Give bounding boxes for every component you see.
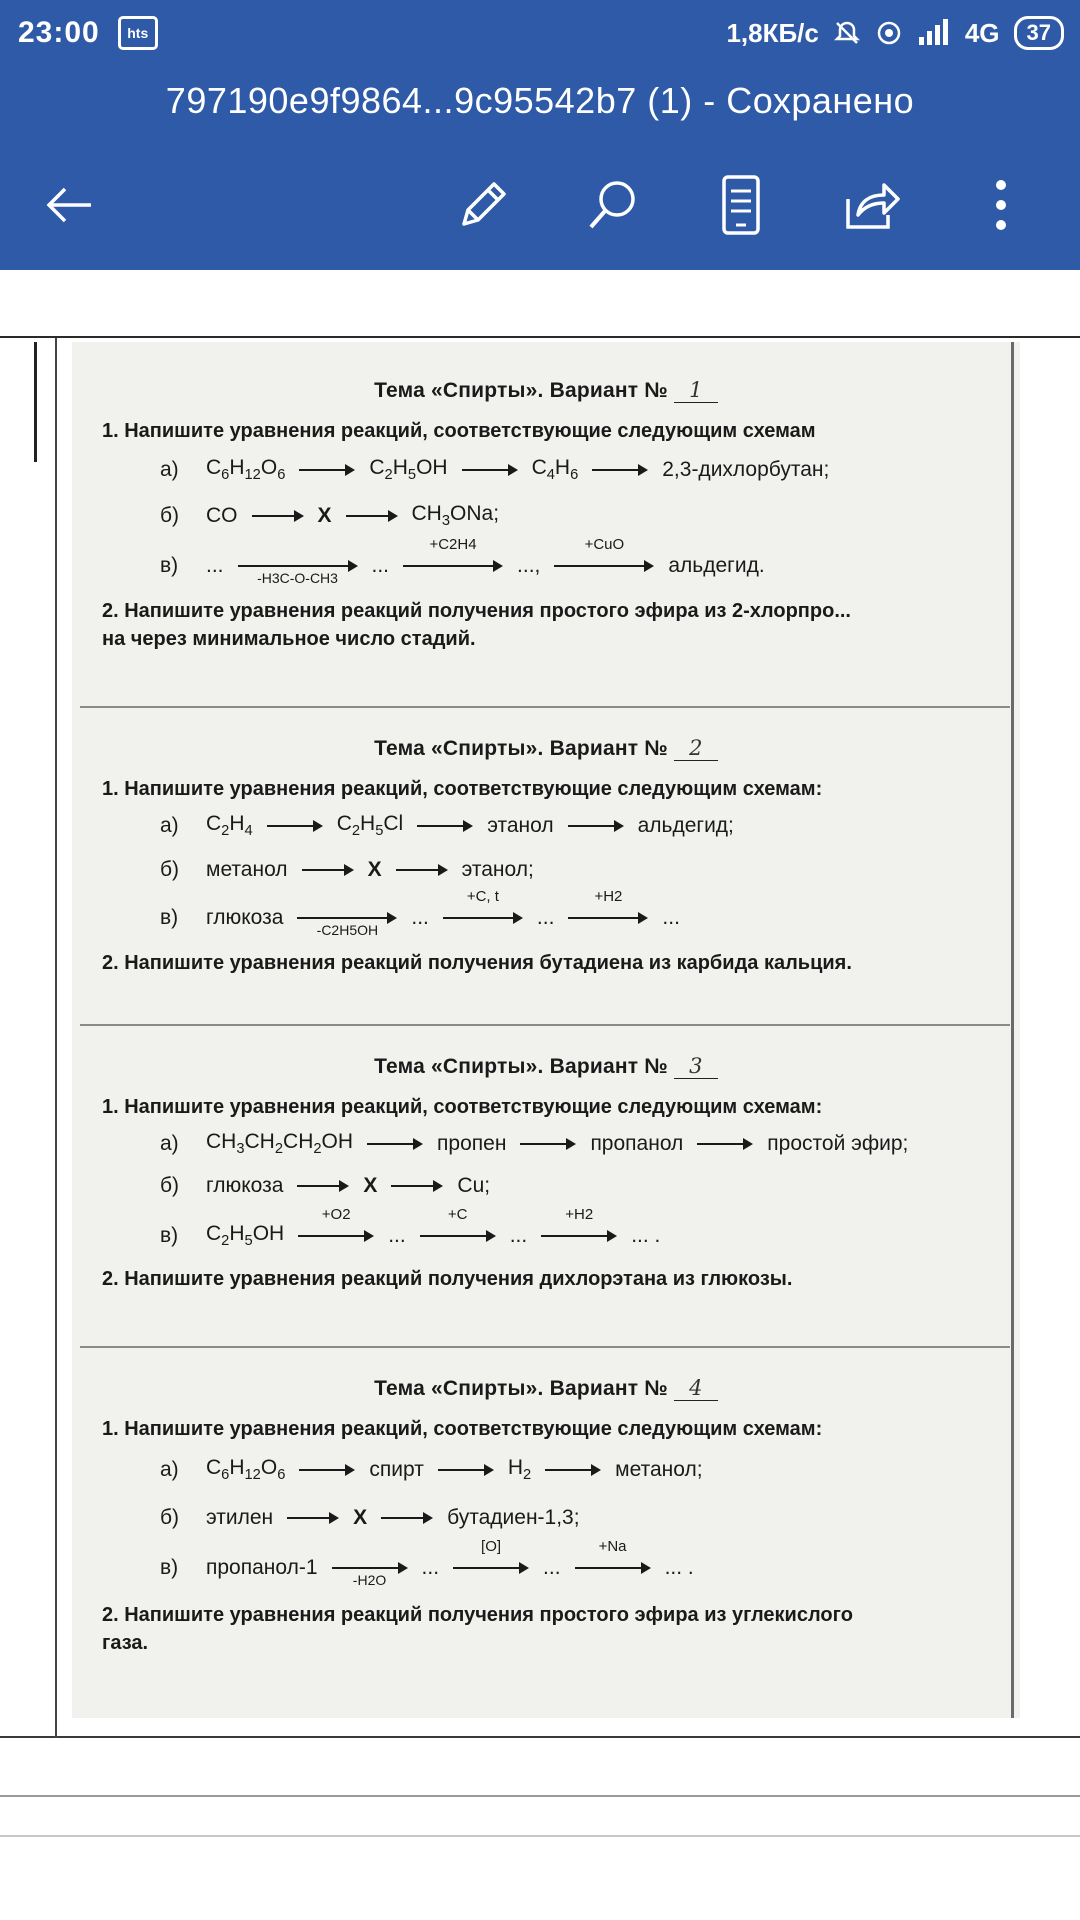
scheme-b: б) глюкоза X Cu; bbox=[160, 1174, 491, 1197]
variant-number: 1 bbox=[674, 378, 718, 403]
back-arrow-icon bbox=[41, 177, 97, 233]
variant-title: Тема «Спирты». Вариант № 1 bbox=[72, 378, 1020, 403]
task-2-cont: газа. bbox=[102, 1632, 149, 1654]
hotspot-icon bbox=[875, 19, 903, 47]
reaction-arrow bbox=[391, 1176, 443, 1196]
scheme-b: б) CO X $CH_3ONa$; bbox=[160, 502, 500, 530]
scheme-v: в) глюкоза -C2H5OH ... +C, t ... +H2 ... bbox=[160, 888, 680, 938]
scheme-v: в) ... -H3C-O-CH3 ... +C2H4 ..., +CuO альдегид. bbox=[160, 536, 765, 586]
status-time: 23:00 bbox=[18, 16, 100, 49]
reaction-arrow bbox=[287, 1508, 339, 1528]
reaction-arrow bbox=[346, 506, 398, 526]
search-button[interactable] bbox=[568, 160, 658, 250]
network-type: 4G bbox=[964, 17, 1000, 48]
variant-number: 4 bbox=[674, 1376, 718, 1401]
scheme-a: а) $C_6H_{12}O_6$ спирт $H_2$ метанол; bbox=[160, 1456, 703, 1484]
signal-icon bbox=[917, 19, 951, 47]
task-2: 2. Напишите уравнения реакций получения бутадиена из карбида кальция. bbox=[102, 952, 852, 974]
reaction-arrow bbox=[299, 1460, 355, 1480]
reaction-arrow: -H2O bbox=[332, 1558, 408, 1578]
reaction-arrow: [O] bbox=[453, 1558, 529, 1578]
reaction-arrow bbox=[299, 460, 355, 480]
reaction-arrow bbox=[520, 1134, 576, 1154]
reaction-arrow bbox=[592, 460, 648, 480]
share-button[interactable] bbox=[826, 160, 916, 250]
reaction-arrow bbox=[697, 1134, 753, 1154]
scheme-b: б) этилен X бутадиен-1,3; bbox=[160, 1506, 580, 1529]
network-speed: 1,8КБ/с bbox=[726, 17, 819, 48]
scheme-a: а) $C_2H_4$ $C_2H_5Cl$ этанол альдегид; bbox=[160, 812, 734, 840]
search-icon bbox=[583, 175, 643, 235]
notification-icon: hts bbox=[118, 16, 158, 50]
reaction-arrow bbox=[417, 816, 473, 836]
variant-title: Тема «Спирты». Вариант № 4 bbox=[72, 1376, 1020, 1401]
scanned-image bbox=[72, 342, 1020, 1718]
reaction-arrow: +H2 bbox=[541, 1226, 617, 1246]
share-icon bbox=[840, 175, 902, 235]
mute-icon bbox=[833, 19, 861, 47]
divider bbox=[80, 706, 1010, 708]
reaction-arrow: +H2 bbox=[568, 908, 648, 928]
reaction-arrow bbox=[545, 1460, 601, 1480]
divider bbox=[80, 1024, 1010, 1026]
reaction-arrow bbox=[267, 816, 323, 836]
task-1: 1. Напишите уравнения реакций, соответствующие следующим схемам bbox=[102, 420, 816, 442]
divider bbox=[80, 1346, 1010, 1348]
reaction-arrow: +C2H4 bbox=[403, 556, 503, 576]
reaction-arrow bbox=[297, 1176, 349, 1196]
scheme-v: в) пропанол-1 -H2O ... [O] ... +Na ... . bbox=[160, 1538, 694, 1588]
variant-number: 3 bbox=[674, 1054, 718, 1079]
page-edge bbox=[34, 342, 37, 462]
scheme-v: в) $C_2H_5OH$ +O2 ... +C ... +H2 ... . bbox=[160, 1205, 661, 1250]
reaction-arrow: +CuO bbox=[554, 556, 654, 576]
reaction-arrow bbox=[396, 860, 448, 880]
reaction-arrow: +C bbox=[420, 1226, 496, 1246]
page-separator bbox=[0, 1835, 1080, 1837]
reading-view-icon bbox=[716, 173, 766, 237]
task-1: 1. Напишите уравнения реакций, соответствующие следующим схемам: bbox=[102, 778, 823, 800]
document-page[interactable] bbox=[0, 338, 1080, 1738]
reaction-arrow bbox=[302, 860, 354, 880]
reaction-arrow: -C2H5OH bbox=[297, 908, 397, 928]
document-title: 797190e9f9864...9c95542b7 (1) - Сохранено bbox=[165, 80, 915, 121]
variant-title: Тема «Спирты». Вариант № 2 bbox=[72, 736, 1020, 761]
toolbar bbox=[0, 160, 1080, 250]
document-viewer[interactable] bbox=[0, 270, 1080, 1920]
task-2-cont: на через минимальное число стадий. bbox=[102, 628, 476, 650]
back-button[interactable] bbox=[24, 160, 114, 250]
reaction-arrow: +Na bbox=[575, 1558, 651, 1578]
task-1: 1. Напишите уравнения реакций, соответствующие следующим схемам: bbox=[102, 1418, 823, 1440]
task-2: 2. Напишите уравнения реакций получения простого эфира из углекислого bbox=[102, 1604, 853, 1626]
reaction-arrow bbox=[438, 1460, 494, 1480]
more-options-button[interactable] bbox=[956, 160, 1046, 250]
scheme-b: б) метанол X этанол; bbox=[160, 858, 534, 881]
scan-edge bbox=[1011, 342, 1014, 1718]
reaction-arrow: +C, t bbox=[443, 908, 523, 928]
reaction-arrow bbox=[568, 816, 624, 836]
page-bottom-border bbox=[0, 1795, 1080, 1797]
page-edge bbox=[55, 338, 57, 1738]
formula: $C_4H_6$ bbox=[531, 456, 579, 484]
reaction-arrow: -H3C-O-CH3 bbox=[238, 556, 358, 576]
scheme-a: а) $CH_3CH_2CH_2OH$ пропен пропанол простой эфир; bbox=[160, 1130, 909, 1158]
status-bar bbox=[0, 0, 1080, 78]
formula: $C_6H_{12}O_6$ bbox=[206, 456, 286, 484]
reaction-arrow bbox=[367, 1134, 423, 1154]
reaction-arrow bbox=[252, 506, 304, 526]
reaction-arrow bbox=[381, 1508, 433, 1528]
reaction-arrow: +O2 bbox=[298, 1226, 374, 1246]
reaction-arrow bbox=[462, 460, 518, 480]
formula: $C_2H_5OH$ bbox=[369, 456, 448, 484]
product: 2,3-дихлорбутан; bbox=[662, 457, 830, 481]
reading-view-button[interactable] bbox=[696, 160, 786, 250]
app-bar bbox=[0, 0, 1080, 270]
variant-number: 2 bbox=[674, 736, 718, 761]
battery-icon: 37 bbox=[1014, 16, 1064, 50]
task-2: 2. Напишите уравнения реакций получения простого эфира из 2-хлорпро... bbox=[102, 600, 851, 622]
more-icon bbox=[991, 177, 1011, 233]
edit-button[interactable] bbox=[438, 160, 528, 250]
scheme-a: а) $C_6H_{12}O_6$ $C_2H_5OH$ $C_4H_6$ 2,3-дихлорбутан; bbox=[160, 456, 830, 484]
task-2: 2. Напишите уравнения реакций получения дихлорэтана из глюкозы. bbox=[102, 1268, 793, 1290]
task-1: 1. Напишите уравнения реакций, соответствующие следующим схемам: bbox=[102, 1096, 823, 1118]
pencil-icon bbox=[454, 176, 512, 234]
variant-title: Тема «Спирты». Вариант № 3 bbox=[72, 1054, 1020, 1079]
